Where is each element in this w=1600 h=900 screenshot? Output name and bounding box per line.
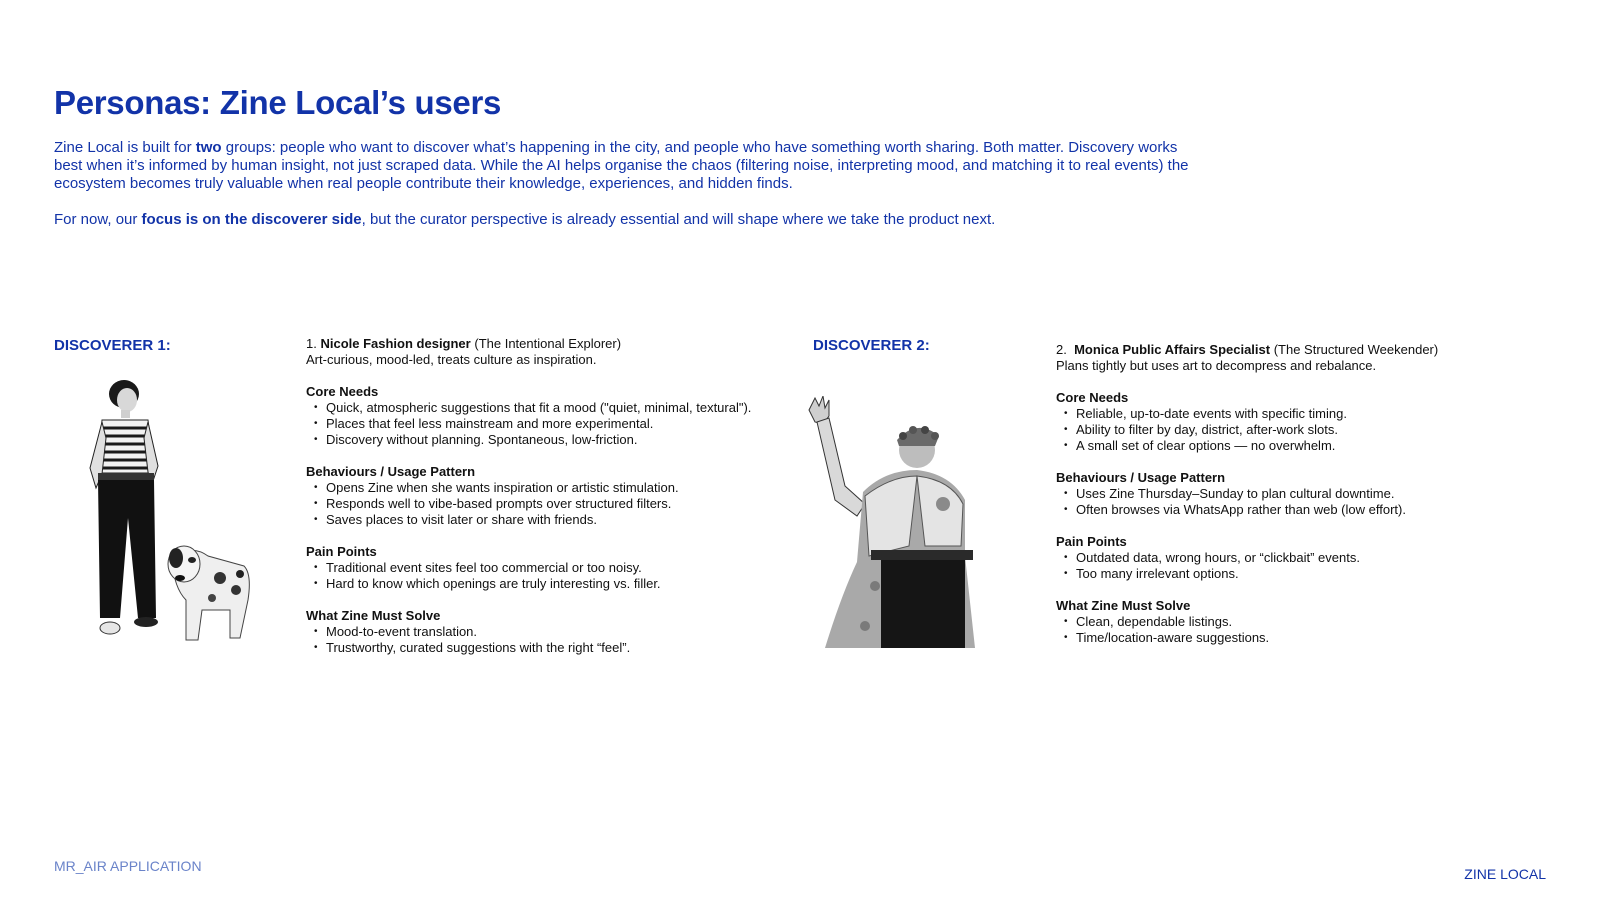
section-heading: Behaviours / Usage Pattern bbox=[306, 464, 476, 479]
list-item: • Responds well to vibe-based prompts over structured filters. bbox=[306, 496, 806, 512]
persona-section bbox=[306, 544, 806, 592]
intro-emphasis: two bbox=[195, 139, 222, 156]
persona-section bbox=[306, 464, 806, 528]
section-heading: Pain Points bbox=[306, 544, 377, 559]
focus-text: , but the curator perspective is already essential and will shape where we take the product next. bbox=[361, 211, 996, 228]
footer-brand: ZINE LOCAL bbox=[1464, 866, 1546, 882]
persona-1-number: 1. bbox=[306, 336, 317, 351]
footer-app-name: MR_AIR APPLICATION bbox=[54, 858, 202, 874]
list-item: • Places that feel less mainstream and more experimental. bbox=[306, 416, 806, 432]
intro-text: Zine Local is built for bbox=[54, 139, 196, 156]
section-heading: Behaviours / Usage Pattern bbox=[1056, 470, 1226, 485]
persona-section bbox=[306, 384, 806, 448]
list-item: • A small set of clear options — no overwhelm. bbox=[1056, 438, 1556, 454]
list-item: • Quick, atmospheric suggestions that fit a mood ("quiet, minimal, textural"). bbox=[306, 400, 806, 416]
section-heading: What Zine Must Solve bbox=[306, 608, 441, 623]
persona-section bbox=[1056, 470, 1556, 518]
focus-text: For now, our bbox=[54, 211, 142, 228]
list-item: • Saves places to visit later or share with friends. bbox=[306, 512, 806, 528]
persona-section bbox=[1056, 534, 1556, 582]
list-item: • Time/location-aware suggestions. bbox=[1056, 630, 1556, 646]
list-item: • Outdated data, wrong hours, or “clickbait” events. bbox=[1056, 550, 1556, 566]
section-list bbox=[306, 480, 806, 528]
section-list bbox=[1056, 406, 1556, 454]
section-heading: What Zine Must Solve bbox=[1056, 598, 1191, 613]
section-heading: Pain Points bbox=[1056, 534, 1127, 549]
persona-2-name: Monica Public Affairs Specialist bbox=[1074, 342, 1271, 357]
persona-2-archetype: (The Structured Weekender) bbox=[1273, 342, 1439, 357]
persona-1-summary: Art-curious, mood-led, treats culture as inspiration. bbox=[306, 352, 597, 367]
persona-1-title bbox=[306, 336, 806, 352]
list-item: • Ability to filter by day, district, after-work slots. bbox=[1056, 422, 1556, 438]
discoverer-1-label: DISCOVERER 1: bbox=[54, 337, 171, 354]
list-item: • Uses Zine Thursday–Sunday to plan cultural downtime. bbox=[1056, 486, 1556, 502]
persona-1-name: Nicole Fashion designer bbox=[320, 336, 471, 351]
list-item: • Opens Zine when she wants inspiration or artistic stimulation. bbox=[306, 480, 806, 496]
focus-paragraph bbox=[54, 211, 995, 228]
intro-paragraph bbox=[54, 139, 1194, 193]
persona-1-sections bbox=[306, 384, 806, 656]
list-item: • Discovery without planning. Spontaneous, low-friction. bbox=[306, 432, 806, 448]
persona-1-archetype: (The Intentional Explorer) bbox=[474, 336, 622, 351]
list-item: • Reliable, up-to-date events with specific timing. bbox=[1056, 406, 1556, 422]
list-item: • Too many irrelevant options. bbox=[1056, 566, 1556, 582]
section-list bbox=[306, 400, 806, 448]
persona-section bbox=[306, 608, 806, 656]
list-item: • Often browses via WhatsApp rather than web (low effort). bbox=[1056, 502, 1556, 518]
persona-section bbox=[1056, 390, 1556, 454]
page-title: Personas: Zine Local’s users bbox=[54, 84, 502, 121]
list-item: • Mood-to-event translation. bbox=[306, 624, 806, 640]
list-item: • Clean, dependable listings. bbox=[1056, 614, 1556, 630]
persona-1-photo bbox=[80, 378, 255, 653]
section-list bbox=[1056, 614, 1556, 646]
list-item: • Trustworthy, curated suggestions with the right “feel”. bbox=[306, 640, 806, 656]
persona-2-summary: Plans tightly but uses art to decompress and rebalance. bbox=[1056, 358, 1377, 373]
intro-text: groups: people who want to discover what’s happening in the city, and people who have something worth sharing. Both matter. Discovery works best when it’s informed by human insight, not just scraped data. While the AI helps organise the chaos (filtering noise, interpreting mood, and matching it to real events) the ecosystem becomes truly valuable when real people contribute their knowledge, experiences, and hidden finds. bbox=[54, 139, 1189, 192]
section-list bbox=[306, 560, 806, 592]
section-heading: Core Needs bbox=[306, 384, 379, 399]
persona-2-details bbox=[1056, 342, 1556, 662]
section-list bbox=[1056, 550, 1556, 582]
section-list bbox=[1056, 486, 1556, 518]
section-heading: Core Needs bbox=[1056, 390, 1129, 405]
persona-section bbox=[1056, 598, 1556, 646]
persona-2-title bbox=[1056, 342, 1556, 358]
persona-1-details bbox=[306, 336, 806, 672]
persona-2-photo bbox=[805, 396, 995, 654]
list-item: • Traditional event sites feel too commercial or too noisy. bbox=[306, 560, 806, 576]
section-list bbox=[306, 624, 806, 656]
persona-2-number: 2. bbox=[1056, 342, 1067, 357]
persona-2-sections bbox=[1056, 390, 1556, 646]
focus-emphasis: focus is on the discoverer side bbox=[141, 211, 362, 228]
discoverer-2-label: DISCOVERER 2: bbox=[813, 337, 930, 354]
list-item: • Hard to know which openings are truly interesting vs. filler. bbox=[306, 576, 806, 592]
